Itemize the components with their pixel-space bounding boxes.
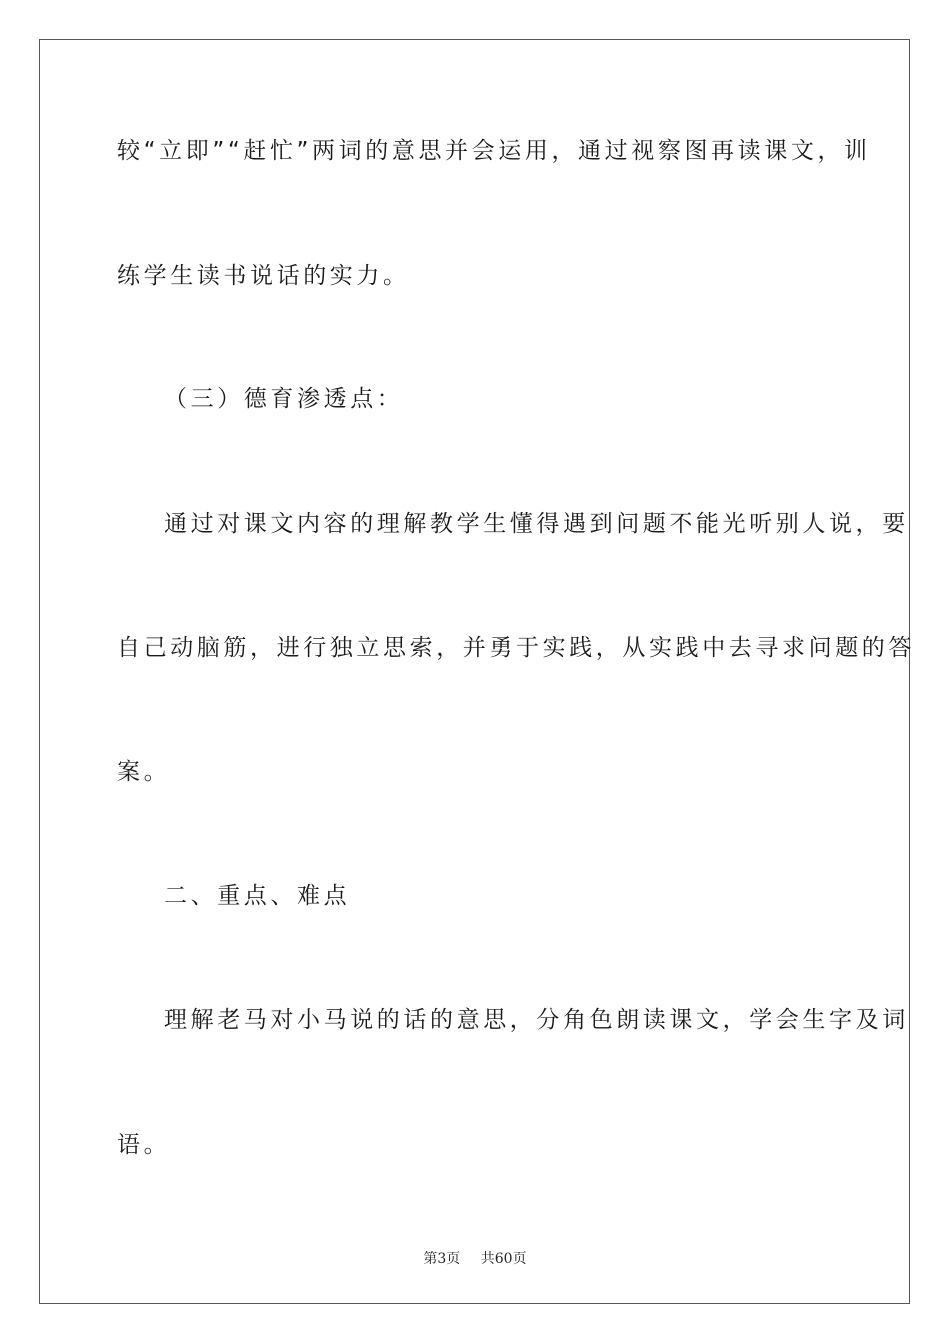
paragraph-line: 案。 (117, 759, 171, 785)
section-heading: （三）德育渗透点： (164, 386, 404, 412)
paragraph-line: 语。 (117, 1132, 171, 1158)
page-number: 第3页 (423, 1251, 461, 1267)
page-total: 共60页 (480, 1251, 527, 1267)
paragraph-line: 自己动脑筋，进行独立思索，并勇于实践，从实践中去寻求问题的答 (117, 635, 915, 661)
paragraph-line: 理解老马对小马说的话的意思，分角色朗读课文，学会生字及词 (164, 1007, 909, 1033)
page-frame (39, 39, 910, 1304)
paragraph-line: 通过对课文内容的理解教学生懂得遇到问题不能光听别人说，要 (164, 511, 909, 537)
page-footer (0, 1248, 950, 1268)
paragraph-line: 较“立即”“赶忙”两词的意思并会运用，通过视察图再读课文，训 (117, 138, 871, 164)
paragraph-line: 练学生读书说话的实力。 (117, 263, 410, 289)
section-heading: 二、重点、难点 (164, 883, 351, 909)
